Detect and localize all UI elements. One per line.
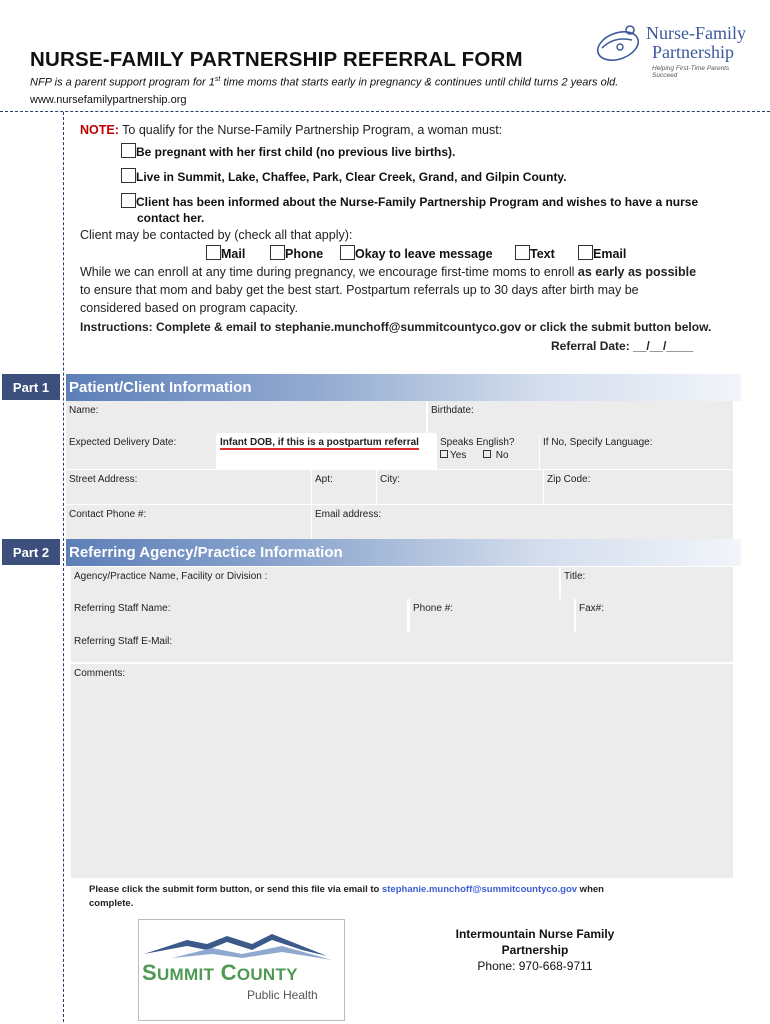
contact-phone-field[interactable]: Contact Phone #: [66,505,311,539]
mail-checkbox[interactable] [206,245,221,260]
referring-email-field[interactable]: Referring Staff E-Mail: [71,632,733,662]
birthdate-field[interactable]: Birthdate: [428,401,733,435]
referring-phone-field[interactable]: Phone #: [410,599,574,632]
contact-prompt: Client may be contacted by (check all that apply): [80,228,353,242]
zip-code-field[interactable]: Zip Code: [544,470,733,504]
requirement-2: Live in Summit, Lake, Chaffee, Park, Clear Creek, Grand, and Gilpin County. [121,168,567,184]
enroll-line-1: While we can enroll at any time during pregnancy, we encourage first-time moms to enroll as early as possible [80,265,697,279]
email-checkbox[interactable] [578,245,593,260]
comments-field[interactable]: Comments: [71,664,733,878]
contact-option-mail: Mail [206,245,245,261]
requirement-3: Client has been informed about the Nurse-Family Partnership Program and wishes to have a nurse [121,193,698,209]
email-address-field[interactable]: Email address: [312,505,733,539]
note-label: NOTE: [80,123,119,137]
submit-instructions: Please click the submit form button, or send this file via email to stephanie.munchoff@summitcountyco.gov when complete. [89,884,604,909]
form-title: NURSE-FAMILY PARTNERSHIP REFERRAL FORM [30,48,523,71]
header-divider [0,111,770,112]
summit-county-wordmark: SUMMIT COUNTY [142,960,298,985]
requirement-1-checkbox[interactable] [121,143,136,158]
language-field[interactable]: If No, Specify Language: [540,433,733,469]
text-checkbox[interactable] [515,245,530,260]
apt-field[interactable]: Apt: [312,470,376,504]
speaks-english-no-checkbox[interactable] [483,450,491,458]
enroll-line-3: considered based on program capacity. [80,301,298,315]
leave-message-checkbox[interactable] [340,245,355,260]
contact-option-message: Okay to leave message [340,245,493,261]
instructions: Instructions: Complete & email to stephanie.munchoff@summitcountyco.gov or click the submit button below. [80,320,712,334]
speaks-english-field: Speaks English? Yes No [437,433,539,469]
part-1-tab: Part 1 [2,374,60,400]
agency-name-field[interactable]: Agency/Practice Name, Facility or Division : [71,567,559,599]
speaks-english-yes-checkbox[interactable] [440,450,448,458]
contact-option-text: Text [515,245,555,261]
email-link[interactable]: stephanie.munchoff@summitcountyco.gov [381,884,578,895]
infant-dob-field[interactable]: Infant DOB, if this is a postpartum referral [217,433,436,469]
note-line [80,123,502,137]
delivery-date-field[interactable]: Expected Delivery Date: [66,433,216,469]
requirement-3-cont: contact her. [137,211,205,225]
part-2-tab: Part 2 [2,539,60,565]
title-field[interactable]: Title: [561,567,733,599]
requirement-2-checkbox[interactable] [121,168,136,183]
referring-staff-name-field[interactable]: Referring Staff Name: [71,599,407,632]
note-text: To qualify for the Nurse-Family Partnership Program, a woman must: [118,123,503,137]
requirement-1: Be pregnant with her first child (no previous live births). [121,143,455,159]
street-address-field[interactable]: Street Address: [66,470,311,504]
phone-checkbox[interactable] [270,245,285,260]
fax-field[interactable]: Fax#: [576,599,733,632]
logo-tagline: Helping First-Time Parents Succeed [652,65,730,79]
organization-contact [450,926,620,974]
name-field[interactable]: Name: [66,401,426,435]
margin-divider [63,112,64,1022]
logo-line1: Nurse-Family [646,23,746,43]
org-name-line2: Partnership [501,943,569,957]
nfp-swirl-icon [592,22,652,66]
org-phone: Phone: 970-668-9711 [477,959,593,973]
contact-option-phone: Phone [270,245,323,261]
part-1-title: Patient/Client Information [66,374,741,401]
requirement-3-checkbox[interactable] [121,193,136,208]
program-intro: NFP is a parent support program for 1st time moms that starts early in pregnancy & continues until child turns 2 years old. [30,76,619,89]
nfp-logo [592,20,752,80]
website-url: www.nursefamilypartnership.org [30,94,187,106]
referral-date[interactable]: Referral Date: __/__/____ [551,339,694,353]
city-field[interactable]: City: [377,470,543,504]
part-2-title: Referring Agency/Practice Information [66,539,741,566]
public-health-label: Public Health [247,988,318,1002]
contact-option-email: Email [578,245,626,261]
logo-line2: Partnership [652,42,734,62]
summit-county-logo [138,919,345,1021]
enroll-line-2: to ensure that mom and baby get the best start. Postpartum referrals up to 30 days after birth may be [80,283,639,297]
mountain-icon [142,924,342,964]
org-name-line1: Intermountain Nurse Family [455,927,615,941]
